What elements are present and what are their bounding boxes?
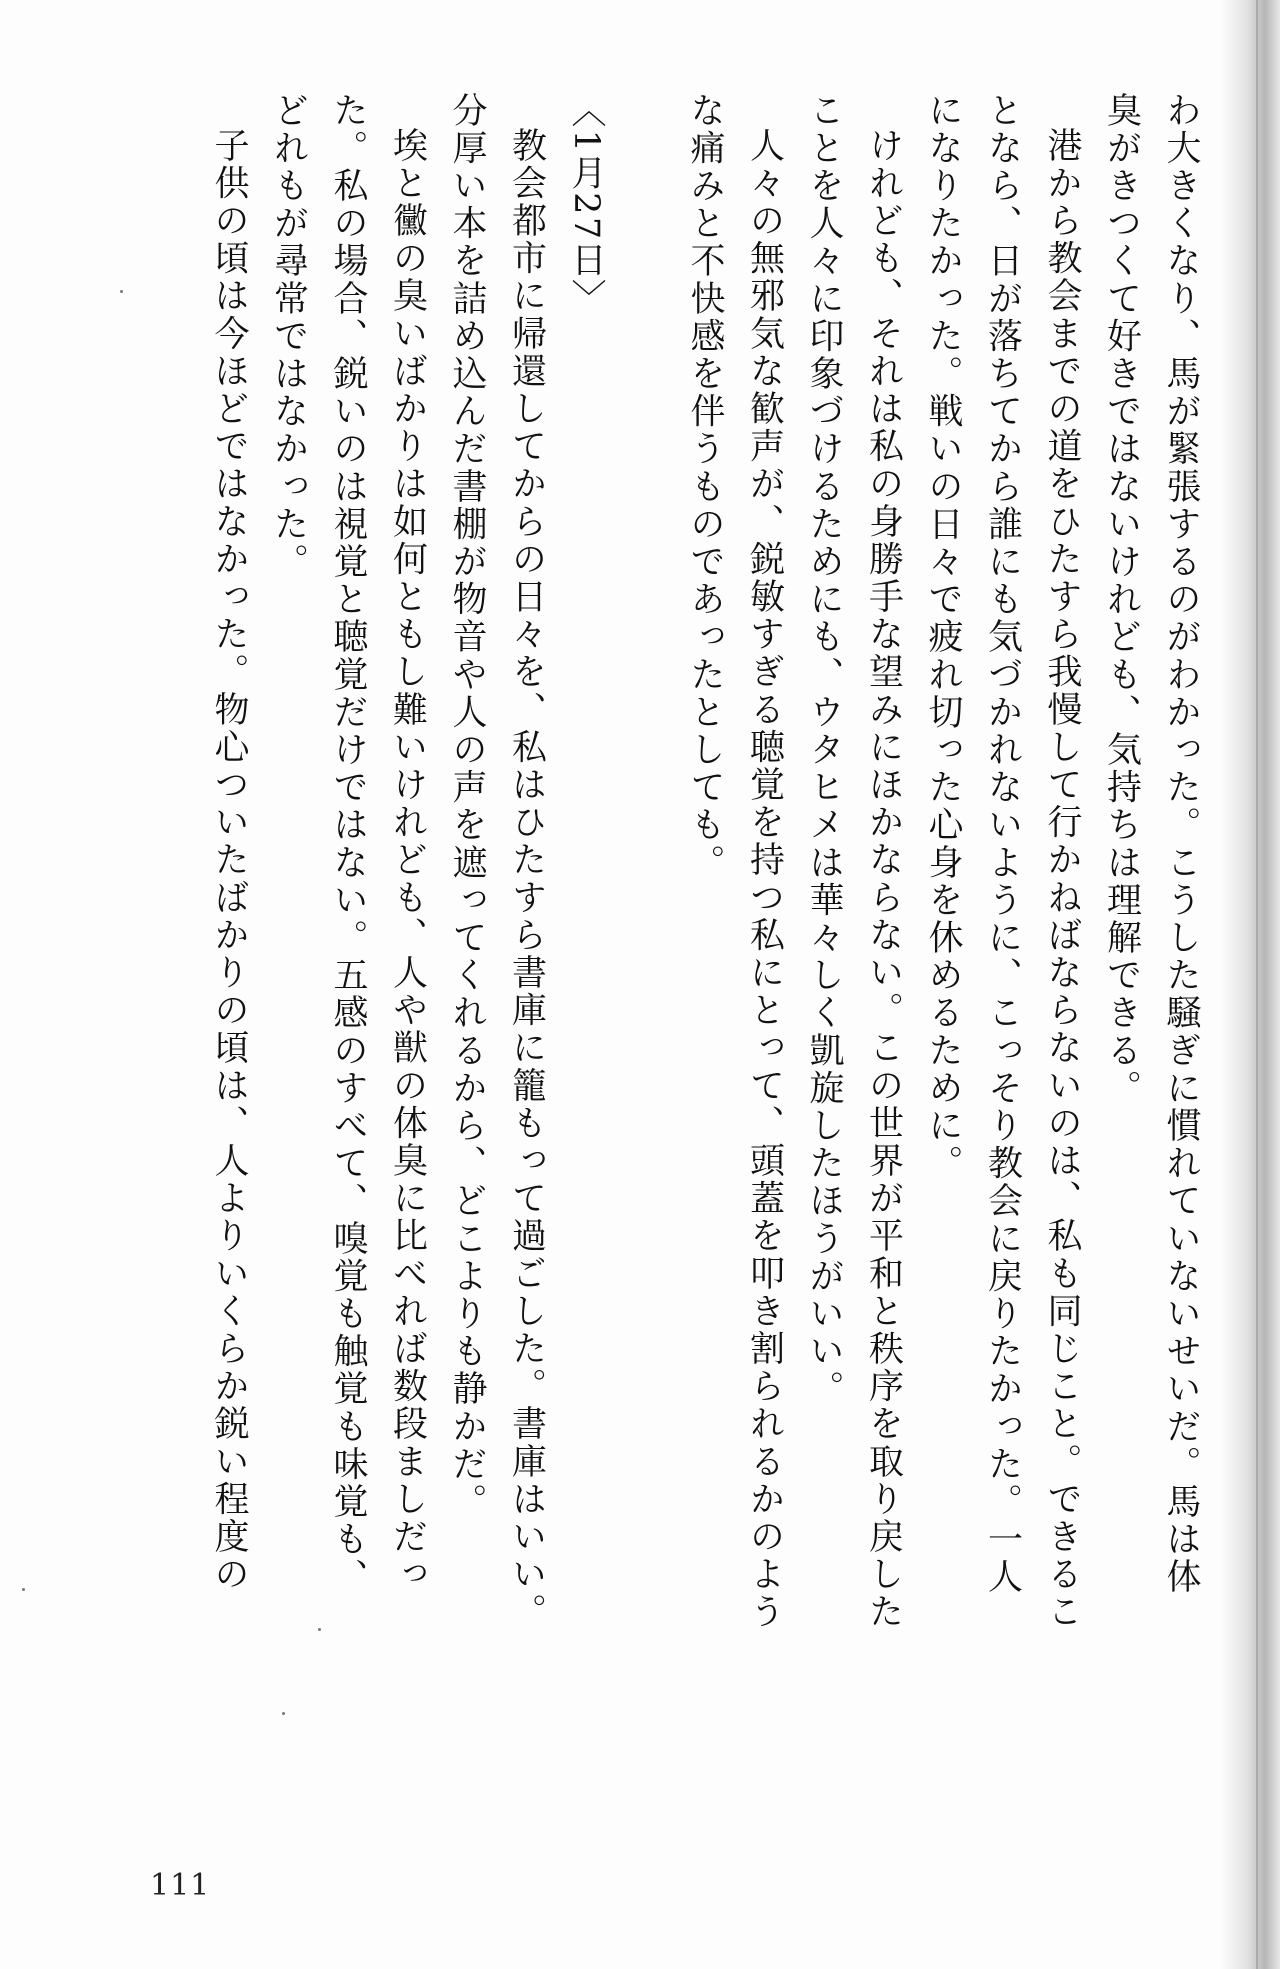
paper-speck: [318, 1628, 321, 1631]
paper-speck: [120, 290, 123, 293]
blank-line: [615, 92, 675, 1632]
paragraph: 人々の無邪気な歓声が、鋭敏すぎる聴覚を持つ私にとって、頭蓋を叩き割られるかのような痛みと不快感を伴うものであったとしても。: [685, 92, 785, 1631]
binding-edge: [1256, 0, 1258, 1969]
date-heading: 〈1月27日〉: [566, 92, 606, 318]
paragraph: わ大きくなり、馬が緊張するのがわかった。こうした騒ぎに慣れていないせいだ。馬は体臭がきつくて好きではないけれども、気持ちは理解できる。: [1101, 92, 1201, 1596]
paragraph: 港から教会までの道をひたすら我慢して行かねばならないのは、私も同じこと。できることなら、日が落ちてから誰にも気づかれないように、こっそり教会に戻りたかった。一人になりたかった。戦いの日々で疲れ切った心身を休めるために。: [923, 92, 1082, 1631]
vertical-text-body: [80, 92, 1210, 1632]
paper-speck: [282, 1712, 285, 1715]
paper-speck: [22, 1588, 25, 1591]
paragraph: 子供の頃は今ほどではなかった。物心ついたばかりの頃は、人よりいくらか鋭い程度の: [209, 127, 249, 1594]
paragraph: 埃と黴の臭いばかりは如何ともし難いけれども、人や獣の体臭に比べれば数段ましだった。私の場合、鋭いのは視覚と聴覚だけではない。五感のすべて、嗅覚も触覚も味覚も、どれもが尋常ではなかった。: [268, 92, 428, 1596]
paragraph: 教会都市に帰還してからの日々を、私はひたすら書庫に籠もって過ごした。書庫はいい。分厚い本を詰め込んだ書棚が物音や人の声を遮ってくれるから、どこよりも静かだ。: [447, 92, 547, 1631]
paragraph: けれども、それは私の身勝手な望みにほかならない。この世界が平和と秩序を取り戻したことを人々に印象づけるためにも、ウタヒメは華々しく凱旋したほうがいい。: [804, 92, 904, 1631]
page-number: 111: [150, 1868, 211, 1903]
binding-shadow: [1220, 0, 1280, 1969]
